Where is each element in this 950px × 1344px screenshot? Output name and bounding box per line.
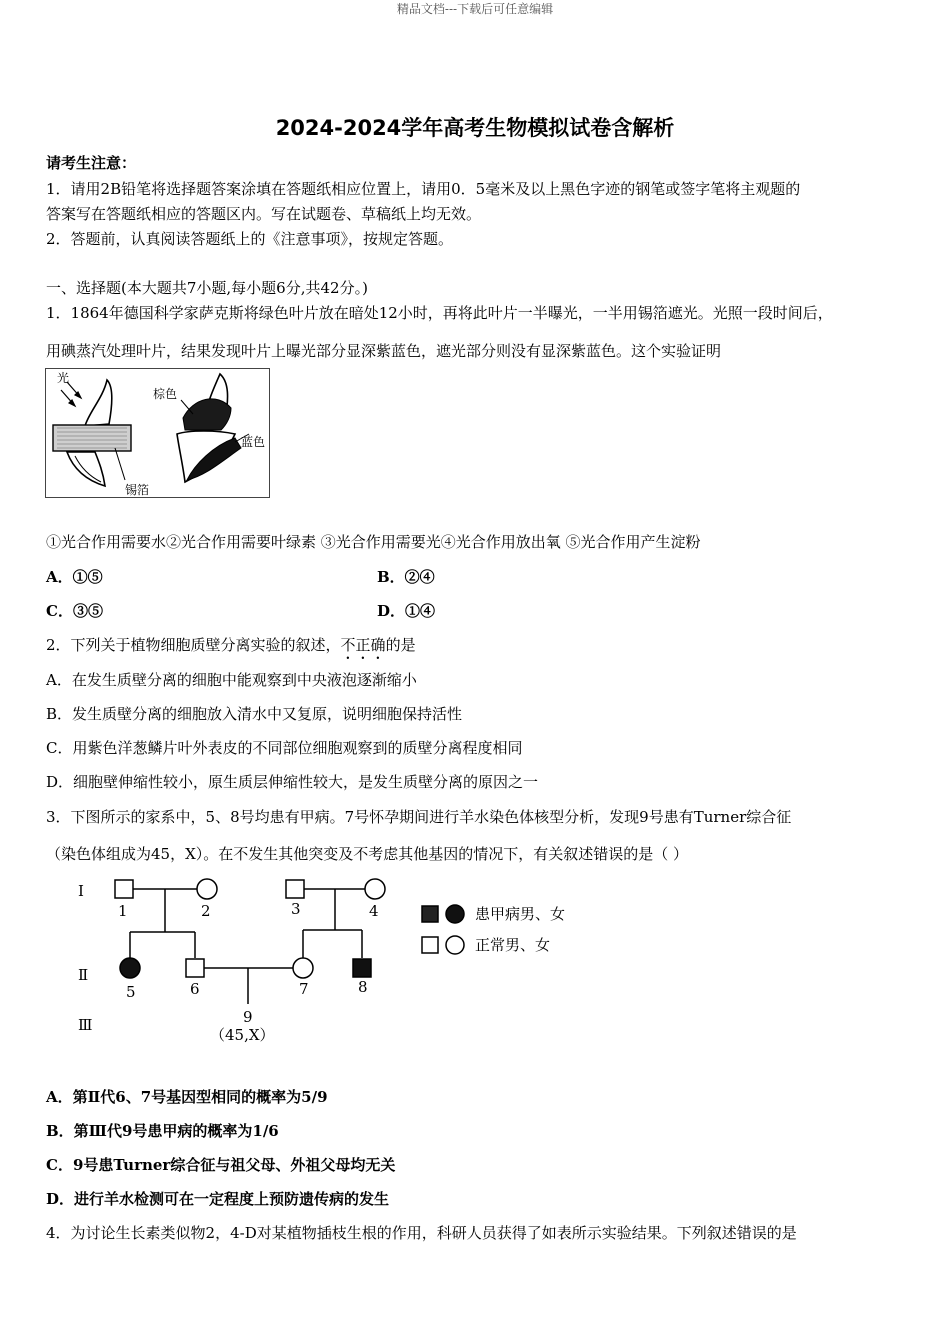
pedigree-male-3 (286, 880, 304, 898)
notice-line-3: 2．答题前，认真阅读答题纸上的《注意事项》，按规定答题。 (46, 230, 454, 248)
id-8: 8 (358, 978, 368, 996)
label-brown: 棕色 (153, 387, 178, 401)
id-1: 1 (118, 902, 128, 920)
pedigree-affected-female-5 (120, 958, 140, 978)
q2-stem-prefix: 2．下列关于植物细胞质壁分离实验的叙述， (46, 636, 341, 654)
pedigree-female-7 (293, 958, 313, 978)
notice-line-1: 1．请用2B铅笔将选择题答案涂填在答题纸相应位置上，请用0．5毫米及以上黑色字迹的钢笔或签字笔将主观题的 (46, 180, 801, 198)
q2-option-b[interactable]: B．发生质壁分离的细胞放入清水中又复原，说明细胞保持活性 (46, 705, 463, 723)
q2-option-a[interactable]: A．在发生质壁分离的细胞中能观察到中央液泡逐渐缩小 (46, 671, 417, 689)
id-4: 4 (369, 902, 379, 920)
q2-stem-emphasis: 不正确 (340, 636, 386, 654)
pedigree-male-6 (186, 959, 204, 977)
pedigree-female-4 (365, 879, 385, 899)
q1-statements: ①光合作用需要水②光合作用需要叶绿素 ③光合作用需要光④光合作用放出氧 ⑤光合作用产生淀粉 (46, 533, 701, 551)
id-2: 2 (201, 902, 211, 920)
pedigree-male-1 (115, 880, 133, 898)
q1-option-b[interactable]: B．②④ (377, 568, 435, 586)
q2-stem (46, 634, 416, 663)
q1-stem-line-2: 用碘蒸汽处理叶片，结果发现叶片上曝光部分显深紫蓝色，遮光部分则没有显深紫蓝色。这个实验证明 (46, 342, 722, 360)
header-watermark: 精品文档---下载后可任意编辑 (396, 2, 554, 16)
id-5: 5 (126, 983, 136, 1001)
gen-label-i: Ⅰ (78, 882, 84, 900)
id-9: 9 (243, 1008, 253, 1026)
q3-option-a[interactable]: A．第Ⅱ代6、7号基因型相同的概率为5/9 (46, 1088, 328, 1106)
q3-option-b[interactable]: B．第Ⅲ代9号患甲病的概率为1/6 (46, 1122, 279, 1140)
q2-stem-suffix: 的是 (385, 636, 416, 654)
legend-normal-label: 正常男、女 (475, 936, 551, 954)
q1-stem-line-1: 1．1864年德国科学家萨克斯将绿色叶片放在暗处12小时，再将此叶片一半曝光，一半用锡箔遮光。光照一段时间后， (46, 304, 833, 322)
id-6: 6 (190, 980, 200, 998)
karyotype-label: （45,X） (210, 1026, 275, 1044)
leaf-experiment-figure (45, 368, 270, 498)
pedigree-affected-male-8 (353, 959, 371, 977)
pedigree-female-2 (197, 879, 217, 899)
legend-affected-label: 患甲病男、女 (475, 905, 566, 923)
id-3: 3 (291, 900, 301, 918)
legend-affected-male-icon (422, 906, 438, 922)
q2-option-c[interactable]: C．用紫色洋葱鳞片叶外表皮的不同部位细胞观察到的质壁分离程度相同 (46, 739, 523, 757)
q3-stem-line-1: 3．下图所示的家系中，5、8号均患有甲病。7号怀孕期间进行羊水染色体核型分析，发现9号患有Turner综合征 (46, 808, 792, 826)
notice-heading: 请考生注意： (46, 154, 137, 172)
gen-label-ii: Ⅱ (78, 966, 89, 984)
label-blue: 蓝色 (241, 435, 266, 449)
legend-normal-male-icon (422, 937, 438, 953)
section-heading: 一、选择题(本大题共7小题,每小题6分,共42分。) (46, 279, 368, 297)
q4-stem-line-1: 4．为讨论生长素类似物2，4-D对某植物插枝生根的作用，科研人员获得了如表所示实验结果。下列叙述错误的是 (46, 1224, 797, 1242)
q1-option-d[interactable]: D．①④ (377, 602, 436, 620)
q3-option-c[interactable]: C．9号患Turner综合征与祖父母、外祖父母均无关 (46, 1156, 396, 1174)
q1-option-c[interactable]: C．③⑤ (46, 602, 103, 620)
q1-option-a[interactable]: A．①⑤ (46, 568, 103, 586)
legend-affected-female-icon (446, 905, 464, 923)
q3-option-d[interactable]: D．进行羊水检测可在一定程度上预防遗传病的发生 (46, 1190, 390, 1208)
label-light: 光 (57, 371, 70, 385)
q3-stem-line-2: （染色体组成为45，X）。在不发生其他突变及不考虑其他基因的情况下，有关叙述错误的是（ ） (46, 845, 689, 863)
pedigree-diagram (70, 872, 590, 1052)
q2-option-d[interactable]: D．细胞壁伸缩性较小，原生质层伸缩性较大，是发生质壁分离的原因之一 (46, 773, 539, 791)
document-title: 2024-2024学年高考生物模拟试卷含解析 (275, 116, 675, 140)
gen-label-iii: Ⅲ (78, 1016, 93, 1034)
notice-line-2: 答案写在答题纸相应的答题区内。写在试题卷、草稿纸上均无效。 (46, 205, 482, 223)
label-foil: 锡箔 (125, 483, 150, 497)
id-7: 7 (299, 980, 309, 998)
legend-normal-female-icon (446, 936, 464, 954)
